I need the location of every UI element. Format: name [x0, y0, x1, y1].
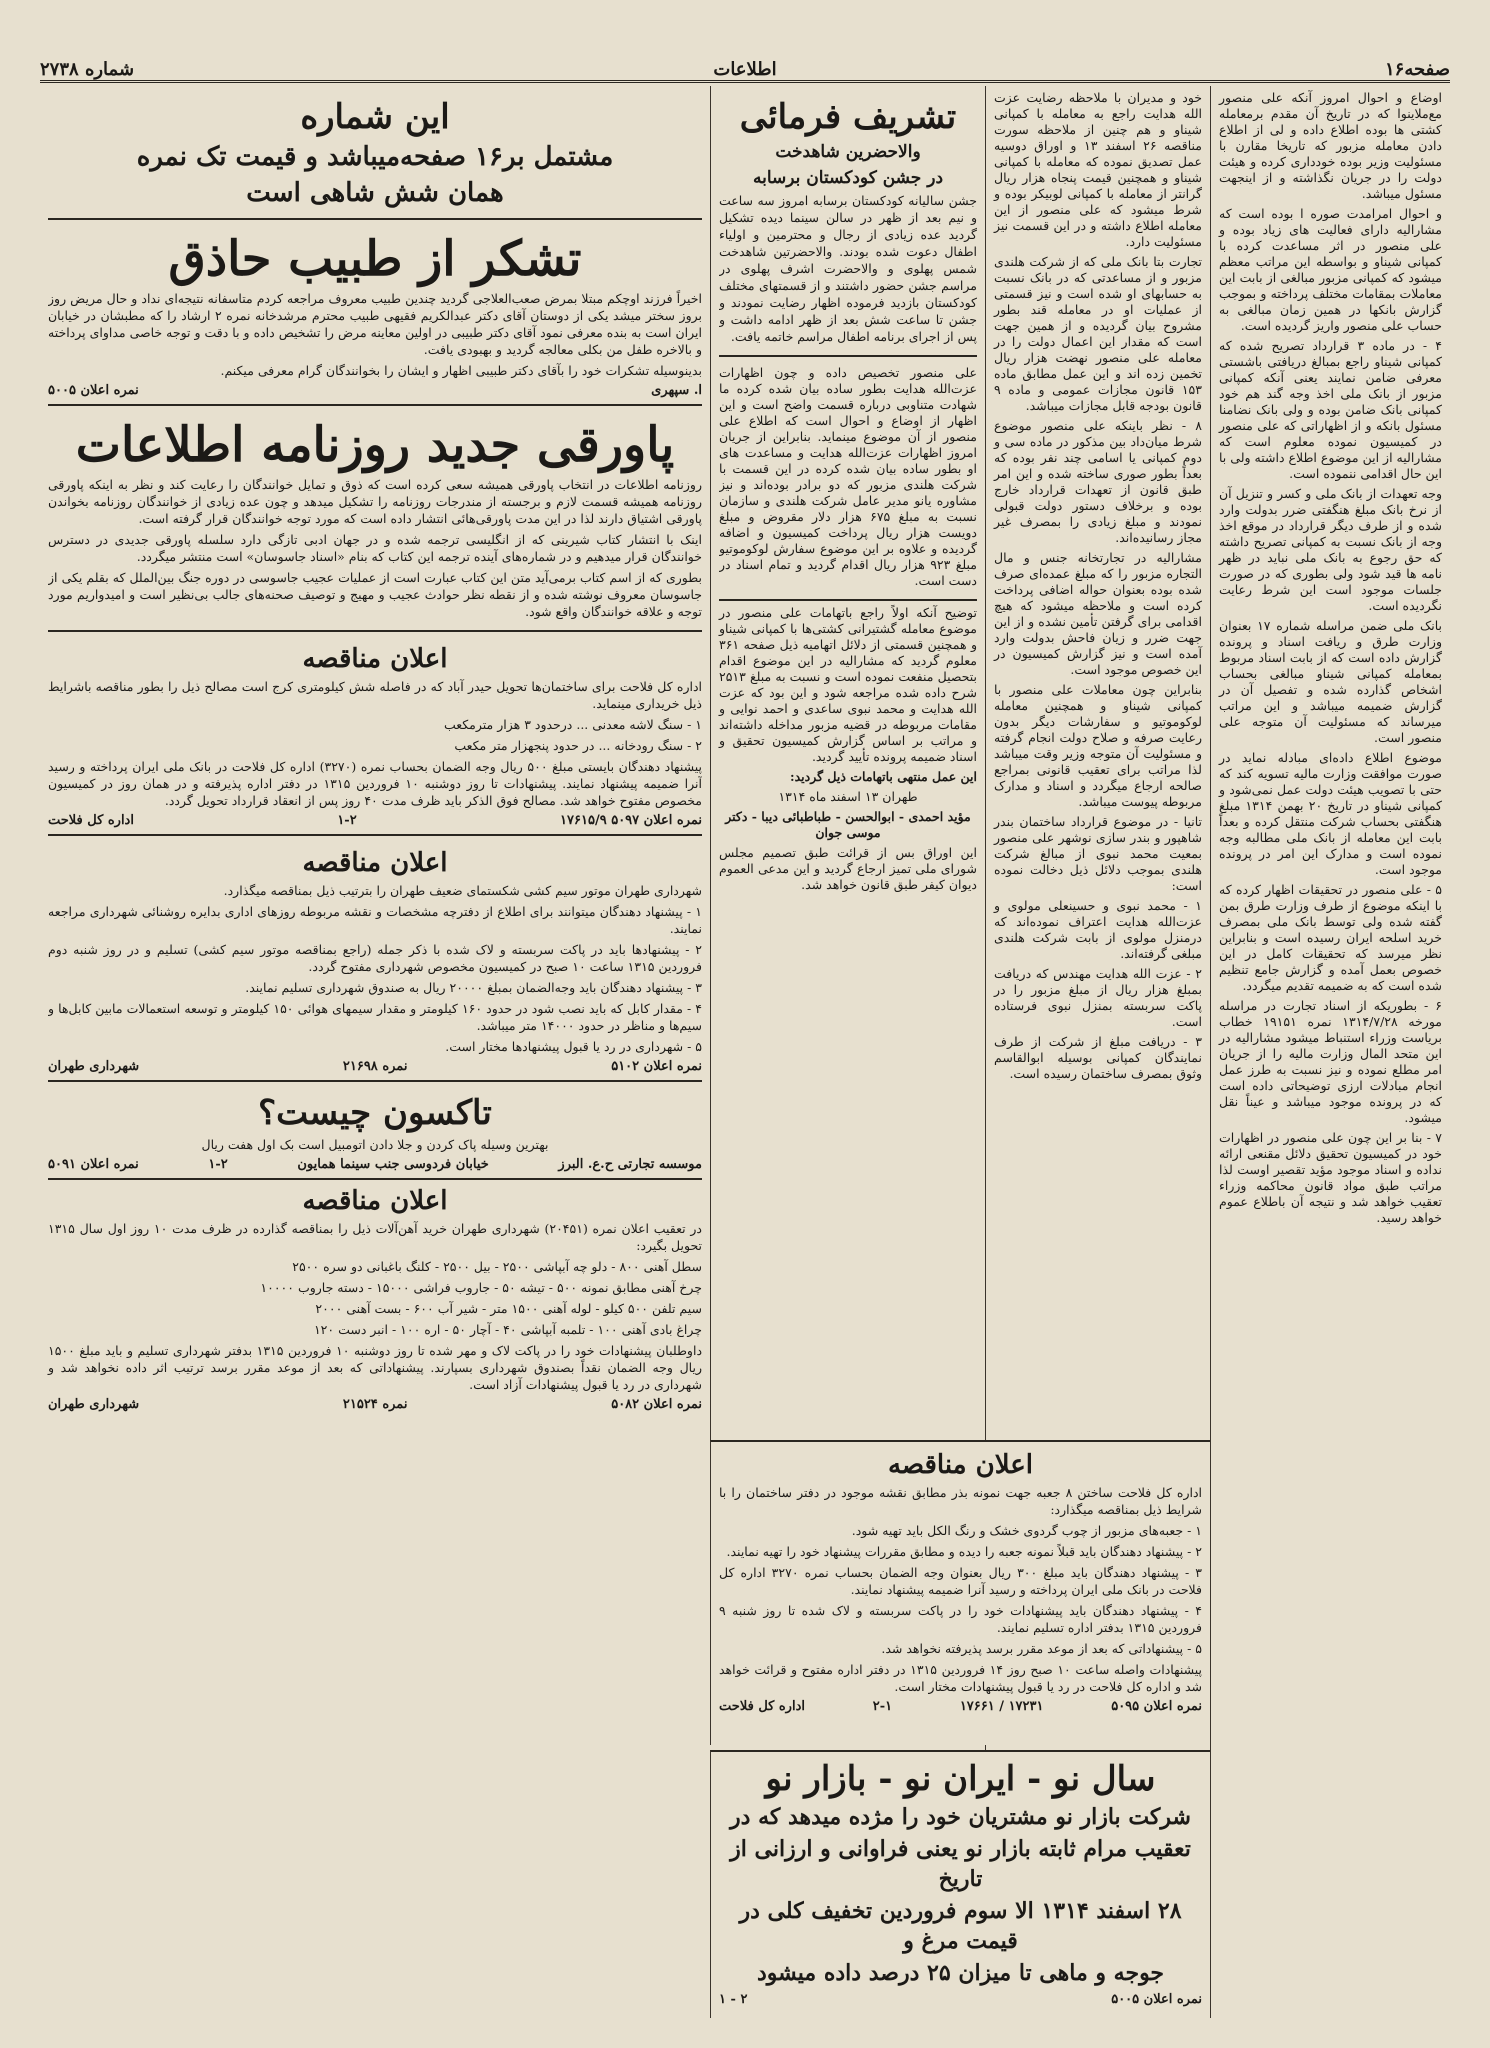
tender1-footer: [48, 813, 702, 828]
bazaar-ad: [710, 1750, 1210, 2018]
bazaar-line3: ۲۸ اسفند ۱۳۱۴ الا سوم فروردین تخفیف کلی در قیمت مرغ و: [739, 1898, 1182, 1954]
tender3-row: چرخ آهنی مطابق نمونه ۵۰۰ - تیشه ۵۰ - جاروب فراشی ۱۵۰۰۰ - دسته جاروب ۱۰۰۰۰: [260, 1280, 702, 1295]
tender3-footer-no: نمره اعلان ۵۰۸۲: [611, 1397, 702, 1412]
ceremony-subtitle: والاحضرین شاهدخت: [775, 142, 921, 162]
tender4-footer-ref: ۱۷۲۳۱ / ۱۷۶۶۱: [959, 1699, 1044, 1714]
taxon-title: تاکسون چیست؟: [258, 1093, 492, 1133]
ceremony-title: تشریف فرمائی: [739, 97, 957, 137]
taxon-tag: ۱-۲: [208, 1157, 228, 1172]
masthead: [40, 50, 1450, 83]
serial-title: پاورقی جدید روزنامه اطلاعات: [75, 417, 675, 473]
verdict-body: توضیح آنکه اولاً راجع باتهامات علی منصور در موضوع معامله گشتیرانی کشتی‌ها با کمپانی شیناو و همچنین قسمتی از دلائل اتهامیه ذیل صفحه ۳۶۱ معلوم گردید که مشارالیه در این موضوع اقدام بتحصیل منفعت نموده است و نسبت به مبلغ ۲۵۱۳ شرح داده شده مراجعه شود و این بود که عزت الله هدایت و محمد نبوی ساعدی و احمد نوایی و مقامات مربوطه در قضیه مزبور مداخله داشته‌اند و مراتب بر اساس گزارش کمیسیون تحقیق و اسناد ضمیمه پرونده تأیید گردید.: [719, 605, 977, 764]
trial-section: [719, 361, 977, 601]
col5-p9: ۷ - بنا بر این چون علی منصور در اظهارات خود در کمیسیون تحقیق دلائل مقنعی ارائه نداده و اسناد موجود مؤید تقصیر اوست لذا مراتب طبق مواد قانون محاکمه وزراء تعقیب خواهد شد و نتیجه آن باطلاع عموم خواهد رسید.: [1219, 1130, 1442, 1225]
verdict-list: [994, 898, 1202, 1082]
col5-p5: بانک ملی ضمن مراسله شماره ۱۷ بعنوان وزارت طرق و ریافت اسناد و پرونده گزارش داده است که از بابت اسناد مربوط بمعامله کمپانی شیناو مبالغی بحساب اشخاص گذارده شده و تفصیل آن در گزارش ضمیمه میباشد و این مراتب میرساند که مسئولیت آن متوجه علی منصور است.: [1219, 618, 1443, 745]
issue-label: شماره ۲۷۳۸: [40, 59, 135, 80]
thanks-title: تشکر از طبیب حاذق: [168, 231, 582, 287]
tender4-footer: [719, 1699, 1202, 1714]
tender3-body: داوطلبان پیشنهادات خود را در پاکت لاک و مهر شده تا روز دوشنبه ۱۰ فروردین ۱۳۱۵ بدفتر شهرداری تسلیم و باید مبلغ ۱۵۰۰ ریال وجه الضمان نقداً بصندوق شهرداری بسپارند. پیشنهاداتی که بعد از موعد مقرر برسد ترتیب اثر داده نخواهد شد و شهرداری در رد یا قبول پیشنهادات آزاد است.: [48, 1343, 703, 1392]
tender2-footer-ref: نمره ۲۱۶۹۸: [342, 1059, 408, 1074]
tender4-intro: اداره کل فلاحت ساختن ۸ جعبه جهت نمونه بذر مطابق نقشه موجود در دفتر ساختمان را با شرایط ذیل بمناقصه میگذارد:: [719, 1485, 1202, 1517]
tender4-item: ۲ - پیشنهاد دهندگان باید قبلاً نمونه جعبه را دیده و مطابق مقررات پیشنهاد خود را تهیه نمایند.: [726, 1544, 1202, 1559]
verdict-list-item: ۱ - محمد نبوی و حسینعلی مولوی و عزت‌الله هدایت اعتراف نموده‌اند که درمنزل مولوی از بابت شرکت هلندی مبلغی گرفته‌اند.: [994, 898, 1202, 961]
tender2-footer: [48, 1059, 702, 1074]
tender1-title: اعلان مناقصه: [302, 644, 448, 674]
ceremony-section: [719, 90, 977, 357]
tender2-item: ۱ - پیشنهاد دهندگان میتوانند برای اطلاع از دفترچه مشخصات و نقشه مربوطه روزهای اداری بدایره روشنائی شهرداری مراجعه نمایند.: [48, 904, 702, 936]
tender4-footer-tag: ۲-۱: [872, 1699, 893, 1714]
issue-line2: همان شش شاهی است: [246, 178, 504, 208]
tender2-footer-no: نمره اعلان ۵۱۰۲: [611, 1059, 702, 1074]
paper-name: اطلاعات: [713, 59, 777, 80]
serial-box: [48, 410, 702, 632]
bazaar-line2: تعقیب مرام ثابته بازار نو یعنی فراوانی و ارزانی از تاریخ: [730, 1836, 1191, 1892]
tender1-item: ۱ - سنگ لاشه معدنی ... درحدود ۳ هزار مترمکعب: [443, 717, 702, 732]
verdict-date: طهران ۱۳ اسفند ماه ۱۳۱۴: [778, 789, 918, 804]
tender4-item: ۴ - پیشنهاد دهندگان باید پیشنهادات خود را در پاکت سربسته و لاک شده تا روز شنبه ۹ فروردین ۱۳۱۵ بدفتر اداره تسلیم نمایند.: [719, 1603, 1202, 1635]
col4-p2: تجارت بتا بانک ملی که از شرکت هلندی مزبور و از مساعدتی که در بانک نسبت به حسابهای او شده است و نیز قسمتی از عملیات او در معامله قند بطور مشروح بیان گردیده و از همین جهت است که مقدار این اعمال دولت را در معامله علی منصور نهضت هزار ریال تخمین زده اند و این عمل مطابق ماده ۱۵۳ قانون مجازات عمومی و ماده ۹ قانون بودجه قابل مجازات میباشد.: [994, 254, 1202, 413]
tender1-footer-no: نمره اعلان ۵۰۹۷ ۱۷۶۱۵/۹: [560, 813, 702, 828]
thanks-signer: ا. سپهری: [651, 383, 702, 398]
tender3-title: اعلان مناقصه: [302, 1186, 448, 1216]
col5-p4: وجه تعهدات از بانک ملی و کسر و تنزیل آن از نرخ بانک مبلغ هنگفتی ضرر بدولت وارد شده و از طرف دیگر قرارداد در موقع اخذ وجه از بانک نسبت به کمپانی تصریح داشته که حق رجوع به بانک ملی نباید در ظهر نامه ها قید شود ولی بطوری که در صورت جلسات موجود است این شرط رعایت نگردیده است.: [1219, 486, 1442, 613]
column-left: [40, 86, 710, 2018]
trial-body: علی منصور تخصیص داده و چون اظهارات عزت‌الله هدایت بطور ساده بیان شده کرده ما شهادت متناوبی درباره قسمت واضح است و این اظهار از اوضاع و احوال است که اطلاع علی منصور از آن موضوع مینماید. بنابراین از جریان امروز اظهارات عزت‌الله هدایت و مساعدت های او بطور ساده بیان شده کرده در این قسمت با شرکت هلندی مزبور که دو برادر بوده‌اند و نیز مشاوره یانو مدیر عامل شرکت هلندی و سازمان نسبت به مبلغ ۶۷۵ هزار دلار مقروض و مبلغ دویست هزار ریال پرداخت کمیسیون و اضافه گردیده و علاوه بر این موضوع سفارش لوکوموتیو مبلغ ۹۲۳ هزار ریال اقدام گردید و تمام اسناد در دست است.: [719, 365, 977, 588]
tender4-item: ۵ - پیشنهاداتی که بعد از موعد مقرر برسد پذیرفته نخواهد شد.: [881, 1641, 1202, 1656]
bazaar-tag: ۲ - ۱: [719, 1992, 748, 2007]
serial-p3: بطوری که از اسم کتاب برمی‌آید متن این کتاب عبارت است از عملیات عجیب جاسوسی در دوره جنگ بین‌الملل که بقلم یکی از جاسوسان معروف نوشته شده و از نقطه نظر حوادث عجیب و مهیج و توصیف صحنه‌های جالب بی‌نظیر است و امیدواریم مورد توجه و علاقه خوانندگان واقع شود.: [48, 570, 702, 619]
verdict-list-item: ۳ - دریافت مبلغ از شرکت از طرف نمایندگان کمپانی بوسیله ابوالقاسم وثوق بمصرف ساختمان رسیده است.: [994, 1034, 1202, 1081]
tender3-footer-sign: شهرداری طهران: [48, 1397, 140, 1412]
tender3-row: چراغ بادی آهنی ۱۰۰ - تلمبه آبپاشی ۴۰ - آچار ۵۰ - اره ۱۰۰ - انبر دست ۱۲۰: [313, 1322, 702, 1337]
bazaar-line4: جوجه و ماهی تا میزان ۲۵ درصد داده میشود: [756, 1960, 1165, 1986]
taxon-address: خیابان فردوسی جنب سینما همایون: [297, 1157, 489, 1172]
col4-p1: خود و مدیران با ملاحظه رضایت عزت الله هدایت راجع به معامله با کمپانی شیناو و هم چنین از ملاحظه سورت مناقصه ۲۶ اسفند ۱۳ و اوراق دوسیه عمل تصدیق نموده که معامله با کمپانی شیناو و همچنین قیمت پنجاه هزار ریال گرانتر از معامله با کمپانی لوبیکر بوده و شرط میشود که علی منصور از این معامله اطلاع داشته و در این قسمت نیز مسئولیت دارد.: [994, 90, 1202, 249]
tender4-title: اعلان مناقصه: [887, 1450, 1033, 1480]
tender3-box: [48, 1184, 702, 1412]
taxon-body: بهترین وسیله پاک کردن و جلا دادن اتومبیل است بک اول هفت ریال: [201, 1137, 549, 1152]
thanks-body: اخیراً فرزند اوچکم مبتلا بمرض صعب‌العلاجی گردید چندین طبیب معروف مراجعه کردم متاسفانه نتیجه‌ای نداد و حال مریض روز بروز سختر میشد یکی از دوستان آقای دکتر عبدالکریم فقیهی طبیب محترم مرشدخانه نمره ۲ ارشاد را که مطبشان در خیابان ایران است به بنده معرفی نمود آقای دکتر طبیبی در اولین معاینه مرض را تشخیص داده و با دقت و توجه خاصی مداوای پرداخته و بالاخره طفل من بکلی معالجه گردید و بهبودی یافت.: [48, 291, 702, 357]
ceremony-subtitle-2: در جشن کودکستان برسابه: [752, 168, 944, 188]
verdict-section: [719, 605, 977, 893]
column-right: [1210, 86, 1450, 2018]
tender2-item: ۵ - شهرداری در رد یا قبول پیشنهادها مختار است.: [445, 1039, 702, 1054]
issue-title: این شماره: [300, 97, 450, 137]
tender2-title: اعلان مناقصه: [302, 848, 448, 878]
thanks-notice-no: نمره اعلان ۵۰۰۵: [48, 383, 139, 398]
tender2-box: [48, 840, 702, 1082]
bazaar-title: سال نو - ایران نو - بازار نو: [765, 1759, 1156, 1799]
thanks-body-2: بدینوسیله تشکرات خود را بآقای دکتر طبیبی اظهار و ایشان را بخوانندگان گرام معرفی میکنم.: [220, 363, 702, 378]
tender2-item: ۳ - پیشنهاد دهندگان باید وجه‌الضمان بمبلغ ۲۰۰۰۰ ریال به صندوق شهرداری تسلیم نمایند.: [245, 980, 702, 995]
taxon-footer: [48, 1157, 702, 1172]
tender3-footer-ref: نمره ۲۱۵۲۴: [342, 1397, 408, 1412]
tender1-footer-tag: ۱-۲: [337, 813, 357, 828]
ceremony-body: جشن سالیانه کودکستان برسابه امروز سه ساعت و نیم بعد از ظهر در سالن سینما دیده تشکیل گردید عده زیادی از رجال و محترمین و اولیاء اطفال دعوت شده بودند. والاحضرتین شاهدخت شمس پهلوی و والاحضرت اشرف پهلوی در مراسم جشن حضور داشتند و از قسمتهای مختلف کودکستان بازدید فرموده اظهار رضایت نمودند و جشن تا ساعت شش بعد از ظهر ادامه داشت و پس از اجرای برنامه اطفال مراسم خاتمه یافت.: [719, 193, 977, 344]
tender4-footer-no: نمره اعلان ۵۰۹۵: [1111, 1699, 1202, 1714]
tender3-row: سطل آهنی ۸۰۰ - دلو چه آبپاشی ۲۵۰۰ - بیل ۲۵۰۰ - کلنگ باغبانی دو سره ۲۵۰۰: [292, 1259, 702, 1274]
tender2-intro: شهرداری طهران موتور سیم کشی شکستمای ضعیف طهران را بترتیب ذیل بمناقصه میگذارد.: [223, 883, 702, 898]
taxon-box: [48, 1086, 702, 1180]
col4-p4: مشارالیه در تجارتخانه جنس و مال التجاره مزبور را که مبلغ عمده‌ای صرف شده بوده بعنوان حواله اضافی پرداخت کرده است و ملاحظه میشود که هیچ اقدامی برای گرفتن تأمین نشده و از این جهت ضرر و زیان فاحش بدولت وارد آمده است و نیز گزارش کمیسیون در این خصوص موجود است.: [994, 550, 1202, 677]
serial-p2: اینک با انتشار کتاب شیرینی که از انگلیسی ترجمه شده و در جهان ادبی تازگی دارد سلسله پاورقی جدیدی در دسترس خوانندگان قرار میدهیم و در شماره‌های آینده ترجمه این کتاب که بنام «اسناد جاسوسان» است منتشر میگردد.: [48, 532, 702, 564]
verdict-list-item: ۲ - عزت الله هدایت مهندس که دریافت بمبلغ هزار ریال از مبلغ مزبور را در پاکت سربسته بمنزل نبوی فرستاده است.: [994, 966, 1202, 1029]
tender1-body: پیشنهاد دهندگان بایستی مبلغ ۵۰۰ ریال وجه الضمان بحساب نمره (۳۲۷۰) اداره کل فلاحت در بانک ملی ایران پرداخته و رسید آنرا ضمیمه پیشنهاد نمایند. پیشنهادات تا روز دوشنبه ۱۰ فروردین ۱۳۱۵ در دفتر اداره پذیرفته و در همان روز در کمیسیون مخصوص مفتوح خواهد شد. مصالح فوق الذکر باید ظرف مدت ۴۰ روز پس از انعقاد قرارداد تحویل گردد.: [48, 759, 702, 808]
bazaar-notice-no: نمره اعلان ۵۰۰۵: [1111, 1992, 1202, 2007]
tender3-intro: در تعقیب اعلان نمره (۲۰۴۵۱) شهرداری طهران خرید آهن‌آلات ذیل را بمناقصه گذارده در ظرف مدت ۱۰ روز اول سال ۱۳۱۵ تحویل بگیرد:: [48, 1221, 702, 1253]
bazaar-footer: [719, 1992, 1202, 2007]
bazaar-line1: شرکت بازار نو مشتریان خود را مژده میدهد که در: [730, 1804, 1191, 1830]
col4-p3: ۸ - نظر باینکه علی منصور موضوع شرط میان‌داد بین مذکور در ماده سی و دوم کمپانی یا اسامی چند نفر بوده که بعداً بطور صوری ساخته شده و این امر طبق قانون از تعهدات قرارداد خارج بوده و برخلاف دستور دولت قبولی نمودند و مبلغ زیادی را بمصرف غیر مجاز رسانیده‌اند.: [994, 418, 1202, 545]
col5-p3: ۴ - در ماده ۳ قرارداد تصریح شده که کمپانی شیناو راجع بمبالغ دریافتی باشستی معرفی ضامن نمایند یعنی آنکه کمپانی مزبور از بانک ملی اخذ وجه گند هم خود کمپانی بانک ضامن بوده و ولی بانک نضامنا مسئول بانکه و از اظهاراتی که علی منصور در کمیسیون نموده معلوم است که مشارالیه از این موضوع اطلاع داشته ولی با این حال اقدامی ننموده است.: [1219, 338, 1442, 481]
issue-line1: مشتمل بر۱۶ صفحه‌میباشد و قیمت تک نمره: [136, 142, 614, 172]
col4-p5: بنابراین چون معاملات علی منصور با کمپانی شیناو و همچنین معامله لوکوموتیو و سفارشات دیگر بدون رعایت صرفه و صلاح دولت انجام گرفته و مسئولیت آن متوجه وزیر وقت میباشد لذا مراتب برای تعقیب قانونی بمراجع صالحه ارجاع میگردد و اسناد و مدارک مربوطه پیوست میباشد.: [994, 682, 1202, 809]
tender1-footer-sign: اداره کل فلاحت: [48, 813, 134, 828]
col5-p2: و احوال امرامدت صوره ا بوده است که مشارالیه دارای فعالیت های زیاد بوده و علی منصور در اثر مساعدت کرده با کمپانی شیناو و بواسطه این مراتب معظم میشود که کمپانی مزبور مبالغی از بابت این معاملات بمقامات مختلف پرداخته و بموجب گزارش بانکها در همین زمان مبالغی به حساب علی منصور واریز گردیده است.: [1219, 206, 1442, 333]
serial-p1: روزنامه اطلاعات در انتخاب پاورقی همیشه سعی کرده است که ذوق و تمایل خوانندگان را رعایت کند و نظر به اینکه پاورقی روزنامه همیشه قسمت لازم و برجسته از مندرجات روزنامه را تشکیل میدهد و چون عده زیادی از خوانندگان روزنامه بخواندن پاورقی اشتیاق دارند لذا در این مدت پاورقی‌هائی انتشار داده است که مورد توجه خوانندگان قرار گرفته است.: [48, 477, 702, 526]
thanks-footer: [48, 383, 702, 398]
col5-p8: ۶ - بطوریکه از اسناد تجارت در مراسله مورخه ۱۳۱۴/۷/۲۸ نمره ۱۹۱۵۱ خطاب بریاست وزراء استنباط میشود مشارالیه در این متحد المال وزارت مالیه را از جریان امر مطلع نموده و نیز نسبت به طرز عمل انجام مبادلات ارزی توضیحاتی داده است که در پرونده موجود میباشد و عیناً نقل میشود.: [1219, 998, 1443, 1125]
issue-box: [48, 90, 702, 220]
tender4-footer-sign: اداره کل فلاحت: [719, 1699, 805, 1714]
taxon-store: موسسه تجارتی ح.ع. البرز: [558, 1157, 702, 1172]
tender4-item: ۱ - جعبه‌های مزبور از چوب گردوی خشک و رنگ الکل باید تهیه شود.: [851, 1523, 1202, 1538]
tender4-box: [710, 1440, 1210, 1745]
tender3-row: سیم تلفن ۵۰۰ کیلو - لوله آهنی ۱۵۰۰ متر - شیر آب ۶۰۰ - بست آهنی ۲۰۰۰: [315, 1301, 702, 1316]
tender2-footer-sign: شهرداری طهران: [48, 1059, 140, 1074]
taxon-notice-no: نمره اعلان ۵۰۹۱: [48, 1157, 139, 1172]
verdict-closing: این اوراق بس از قرائت طبق تصمیم مجلس شورای ملی تمیز ارجاع گردید و این مدعی العموم دیوان کیفر طبق قانون خواهد شد.: [719, 845, 977, 892]
tender2-item: ۲ - پیشنهادها باید در پاکت سربسته و لاک شده با ذکر جمله (راجع بمناقصه موتور سیم کشی) تسلیم و در روز شنبه دوم فروردین ۱۳۱۵ ساعت ۱۰ صبح در کمیسیون مخصوص شهرداری مفتوح گردد.: [48, 942, 702, 974]
col4-p6: تانیا - در موضوع قرارداد ساختمان بندر شاهپور و بندر سازی نوشهر علی منصور بمعیت محمد نبوی از مبالغ شرکت هلندی بموجب دلائل ذیل دخالت نموده است:: [994, 814, 1202, 893]
verdict-signers: مؤید احمدی - ابوالحسن - طباطبائی دیبا - دکتر موسی جوان: [725, 809, 971, 840]
tender4-item: ۳ - پیشنهاد دهندگان باید مبلغ ۳۰۰ ریال بعنوان وجه الضمان بحساب نمره ۳۲۷۰ اداره کل فلاحت در بانک ملی ایران پرداخته و رسید آنرا ضمیمه پیشنهاد نمایند.: [719, 1565, 1202, 1597]
col5-p7: ۵ - علی منصور در تحقیقات اظهار کرده که با اینکه موضوع از طرف وزارت طرق بمن گفته شده ولی توسط بانک ملی بمصرف خرید اسلحه ایران رسیده است و بنابراین نظر میرسد که تحقیقات کامل در این خصوص بعمل آمده و گزارش جامع تنظیم شده است که به ضمیمه تقدیم میگردد.: [1219, 882, 1442, 993]
tender1-intro: اداره کل فلاحت برای ساختمان‌ها تحویل حیدر آباد که در فاصله شش کیلومتری کرج است مصالح ذیل را بطور مناقصه باشرایط ذیل خریداری مینماید.: [48, 679, 702, 711]
page-label: صفحه۱۶: [1384, 59, 1450, 80]
tender4-body: پیشنهادات واصله ساعت ۱۰ صبح روز ۱۴ فروردین ۱۳۱۵ در دفتر اداره مفتوح و قرائت خواهد شد و اداره کل فلاحت در رد یا قبول پیشنهادات مختار است.: [719, 1662, 1203, 1694]
tender3-footer: [48, 1397, 702, 1412]
verdict-list-title: این عمل منتهی باتهامات ذیل گردید:: [790, 769, 977, 784]
col5-p6: موضوع اطلاع داده‌ای مبادله نماید در صورت موافقت وزارت مالیه تسویه کند که حتی با تصویب هیئت دولت عمل نمی‌شود و کمپانی شیناو در تاریخ ۲۰ بهمن ۱۳۱۴ مبلغ هنگفتی بحساب شرکت منتقل کرده و بعداً بابت این معامله از بانک ملی مطالبه وجه نموده است و مدارک این امر در پرونده موجود است.: [1219, 750, 1442, 877]
tender2-item: ۴ - مقدار کابل که باید نصب شود در حدود ۱۶۰ کیلومتر و مقدار سیمهای هوائی ۱۵۰ کیلومتر و توسعه استعمالات مابین کابل‌ها و سیم‌ها و مناظر در حدود ۱۴۰۰۰ متر میباشد.: [48, 1001, 702, 1033]
tender1-box: [48, 636, 702, 836]
column-3: [710, 86, 985, 1456]
col5-p1: اوضاع و احوال امروز آنکه علی منصور مع‌ملاینوا که در تاریخ آن مقدم برمعامله کشتی ها بوده اطلاع داده و لی از اطلاع دادن معامله مزبور که تاریخا مقارن با مسئولیت وزیر بوده خودداری کرده و هیئت دولت را در جریان نگذاشته و از اینجهت مسئول میباشد.: [1219, 90, 1442, 201]
thanks-box: [48, 224, 702, 406]
tender1-item: ۲ - سنگ رودخانه ... در حدود پنجهزار متر مکعب: [454, 738, 702, 753]
